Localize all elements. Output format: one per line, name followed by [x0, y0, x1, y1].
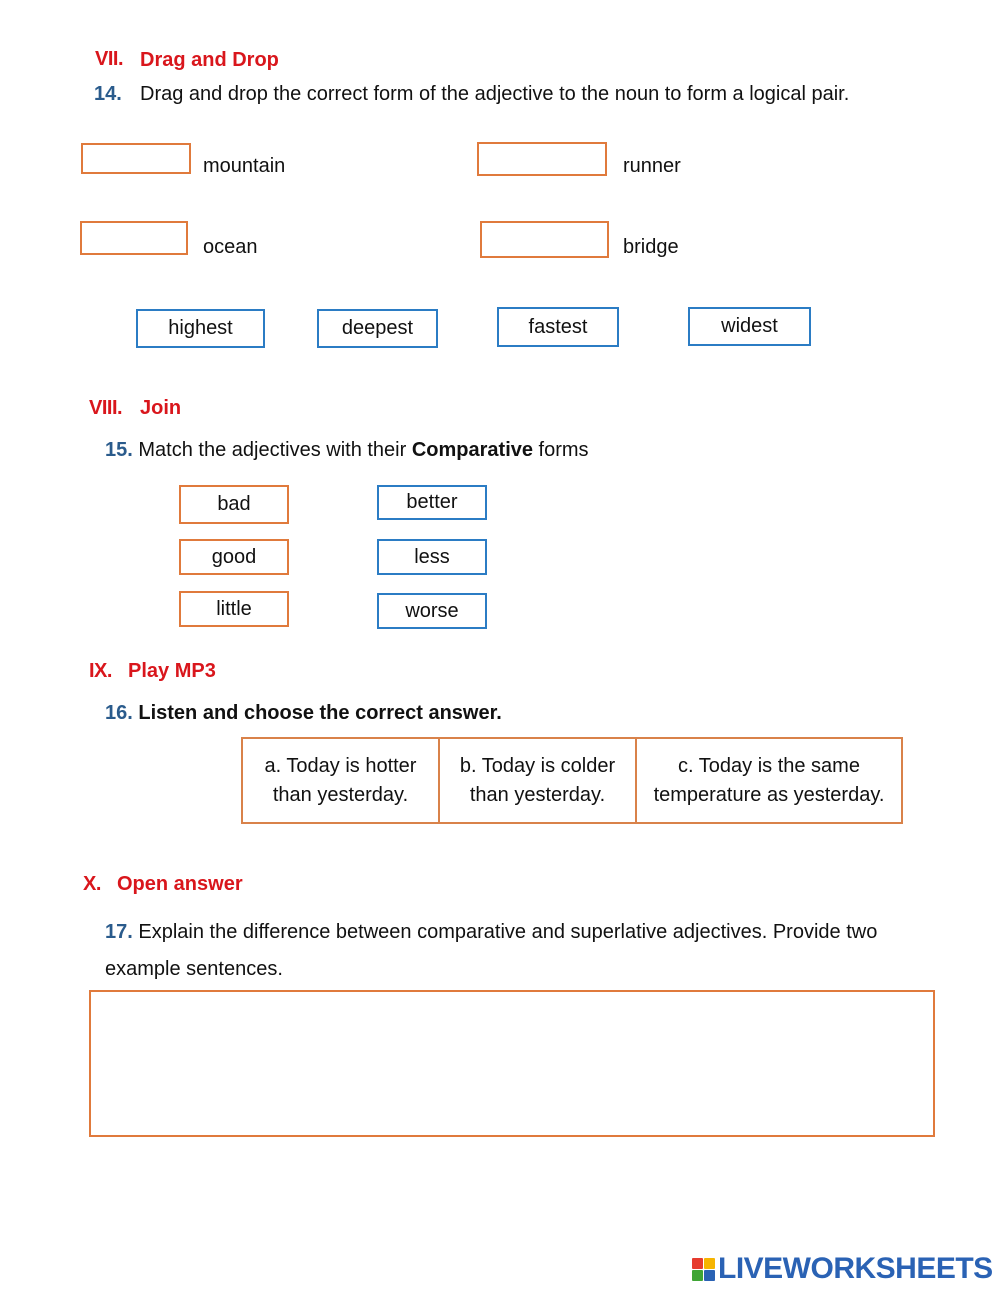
option-c-line1: c. Today is the same: [678, 754, 860, 777]
join-left-bad[interactable]: bad: [179, 485, 289, 524]
option-a-line1: a. Today is hotter: [264, 754, 417, 777]
section-ix-title: Play MP3: [128, 660, 216, 682]
join-right-worse[interactable]: worse: [377, 593, 487, 629]
drop-target-bridge[interactable]: [480, 221, 609, 258]
question-15-bold: Comparative: [411, 439, 533, 461]
option-a-line2: than yesterday.: [272, 783, 409, 806]
question-14-number: 14.: [94, 83, 122, 105]
section-vii-title: Drag and Drop: [140, 49, 279, 71]
question-17-line1: Explain the difference between comparative and superlative adjectives. Provide two: [138, 921, 878, 943]
question-16-number: 16.: [105, 702, 133, 724]
question-16: [105, 702, 502, 725]
listening-options-table: [241, 737, 903, 824]
listening-option-a[interactable]: [243, 739, 440, 822]
option-c-line2: temperature as yesterday.: [653, 783, 885, 806]
noun-runner: runner: [623, 155, 681, 177]
drag-option-fastest[interactable]: fastest: [497, 307, 619, 347]
question-17-number: 17.: [105, 921, 133, 943]
question-16-text: Listen and choose the correct answer.: [138, 702, 502, 724]
noun-ocean: ocean: [203, 236, 258, 258]
drag-option-highest[interactable]: highest: [136, 309, 265, 348]
logo-text: LIVEWORKSHEETS: [718, 1252, 993, 1285]
noun-mountain: mountain: [203, 155, 286, 177]
question-17: [105, 914, 965, 988]
drag-option-deepest[interactable]: deepest: [317, 309, 438, 348]
section-vii-numeral: VII.: [95, 48, 124, 70]
section-viii-title: Join: [140, 397, 182, 419]
drag-option-widest[interactable]: widest: [688, 307, 811, 346]
option-b-line2: than yesterday.: [469, 783, 606, 806]
section-x-title: Open answer: [117, 873, 243, 895]
section-viii-numeral: VIII.: [89, 397, 123, 419]
section-ix-numeral: IX.: [89, 660, 112, 682]
liveworksheets-logo-icon: [692, 1258, 715, 1281]
question-15-number: 15.: [105, 439, 133, 461]
liveworksheets-logo: [692, 1252, 993, 1286]
open-answer-field[interactable]: [89, 990, 935, 1137]
question-15: [105, 439, 589, 462]
join-right-less[interactable]: less: [377, 539, 487, 575]
join-right-better[interactable]: better: [377, 485, 487, 520]
drop-target-runner[interactable]: [477, 142, 607, 176]
join-left-little[interactable]: little: [179, 591, 289, 627]
question-14-text: Drag and drop the correct form of the adjective to the noun to form a logical pair.: [140, 83, 850, 105]
section-x-numeral: X.: [83, 873, 101, 895]
noun-bridge: bridge: [623, 236, 679, 258]
listening-option-b[interactable]: [440, 739, 637, 822]
drop-target-mountain[interactable]: [81, 143, 191, 174]
question-15-suffix: forms: [533, 439, 589, 461]
listening-option-c[interactable]: [637, 739, 901, 822]
question-15-prefix: Match the adjectives with their: [138, 439, 412, 461]
option-b-line1: b. Today is colder: [459, 754, 616, 777]
question-17-line2: example sentences.: [105, 958, 283, 980]
join-left-good[interactable]: good: [179, 539, 289, 575]
drop-target-ocean[interactable]: [80, 221, 188, 255]
